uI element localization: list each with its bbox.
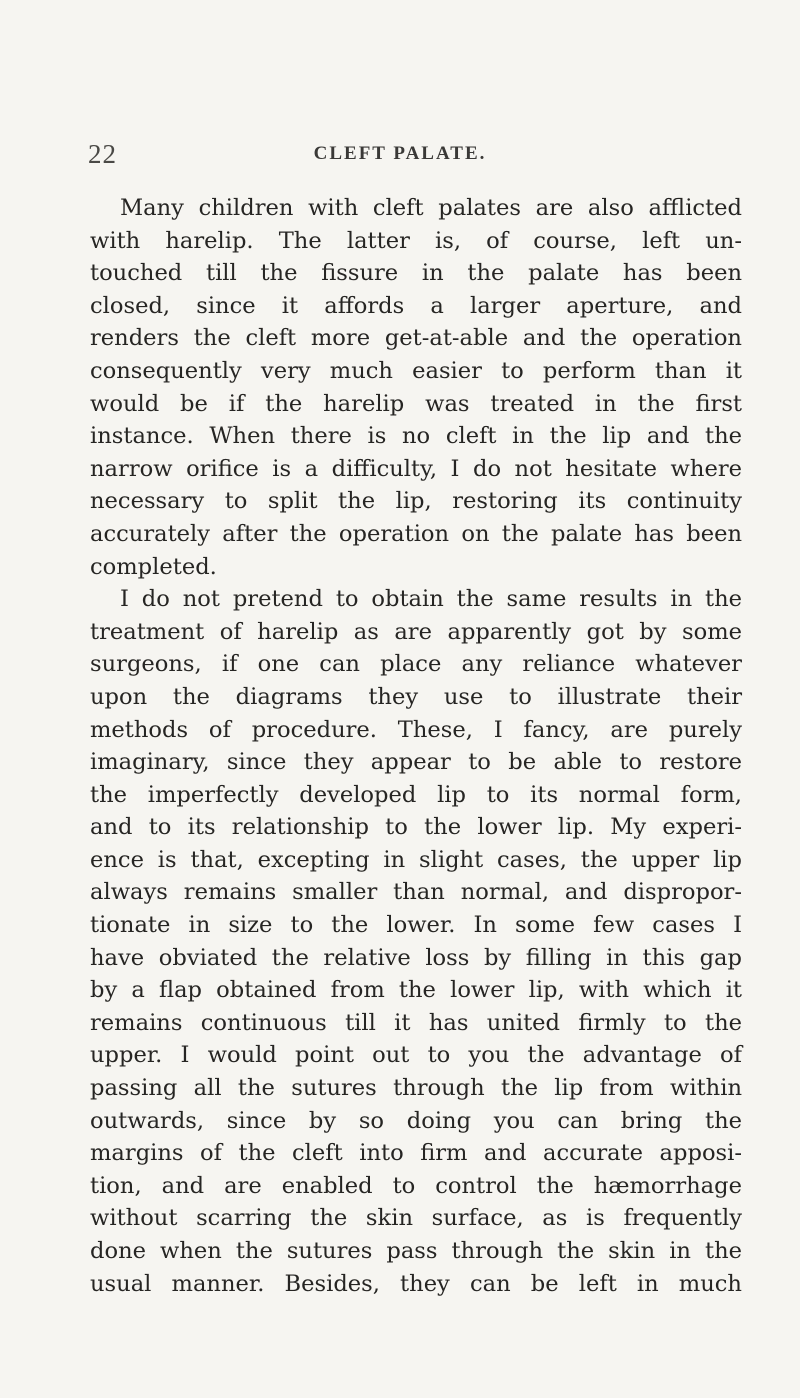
text-line: with harelip. The latter is, of course, left un-: [90, 227, 742, 254]
text-line: tionate in size to the lower. In some few cases I: [90, 912, 742, 939]
text-line: I do not pretend to obtain the same results in the: [120, 586, 742, 613]
text-line: narrow orifice is a difficulty, I do not hesitate where: [90, 455, 742, 482]
text-line: outwards, since by so doing you can bring the: [90, 1107, 742, 1134]
text-line: treatment of harelip as are apparently got by some: [90, 618, 742, 645]
text-line: closed, since it affords a larger aperture, and: [90, 292, 742, 319]
text-line: accurately after the operation on the palate has been: [90, 520, 742, 547]
text-line: remains continuous till it has united firmly to the: [90, 1009, 742, 1036]
text-line: done when the sutures pass through the skin in the: [90, 1238, 742, 1264]
text-line: tion, and are enabled to control the hæmorrhage: [90, 1172, 742, 1199]
text-line: would be if the harelip was treated in the first: [90, 390, 742, 417]
text-line: touched till the fissure in the palate has been: [90, 260, 742, 287]
text-line: ence is that, excepting in slight cases, the upper lip: [90, 846, 742, 873]
text-line: have obviated the relative loss by filling in this gap: [90, 944, 742, 971]
body-text: [90, 192, 742, 1300]
text-line: always remains smaller than normal, and dispropor-: [90, 879, 742, 906]
text-line: instance. When there is no cleft in the lip and the: [90, 423, 742, 450]
text-line: upper. I would point out to you the advantage of: [90, 1042, 742, 1069]
text-line: by a flap obtained from the lower lip, with which it: [90, 977, 742, 1004]
text-line: renders the cleft more get-at-able and the operation: [90, 325, 742, 352]
text-line: and to its relationship to the lower lip. My experi-: [90, 814, 742, 841]
page-number: 22: [88, 139, 117, 169]
text-line: surgeons, if one can place any reliance whatever: [90, 651, 742, 678]
text-line: methods of procedure. These, I fancy, are purely: [90, 716, 742, 743]
text-line: consequently very much easier to perform than it: [90, 357, 742, 384]
text-line: margins of the cleft into firm and accurate apposi-: [90, 1140, 742, 1167]
text-line: passing all the sutures through the lip from within: [90, 1075, 742, 1102]
text-line: without scarring the skin surface, as is frequently: [90, 1205, 742, 1232]
paragraph-1: [90, 192, 742, 583]
text-line: usual manner. Besides, they can be left in much: [90, 1270, 742, 1297]
paragraph-2: [90, 583, 742, 1300]
text-line: completed.: [90, 553, 217, 580]
text-line: necessary to split the lip, restoring its continuity: [90, 488, 742, 515]
text-line: upon the diagrams they use to illustrate their: [90, 683, 742, 710]
running-head: CLEFT PALATE.: [313, 143, 487, 164]
text-line: the imperfectly developed lip to its normal form,: [90, 781, 742, 808]
text-line: imaginary, since they appear to be able to restore: [90, 749, 742, 776]
text-line: Many children with cleft palates are also afflicted: [120, 195, 742, 221]
